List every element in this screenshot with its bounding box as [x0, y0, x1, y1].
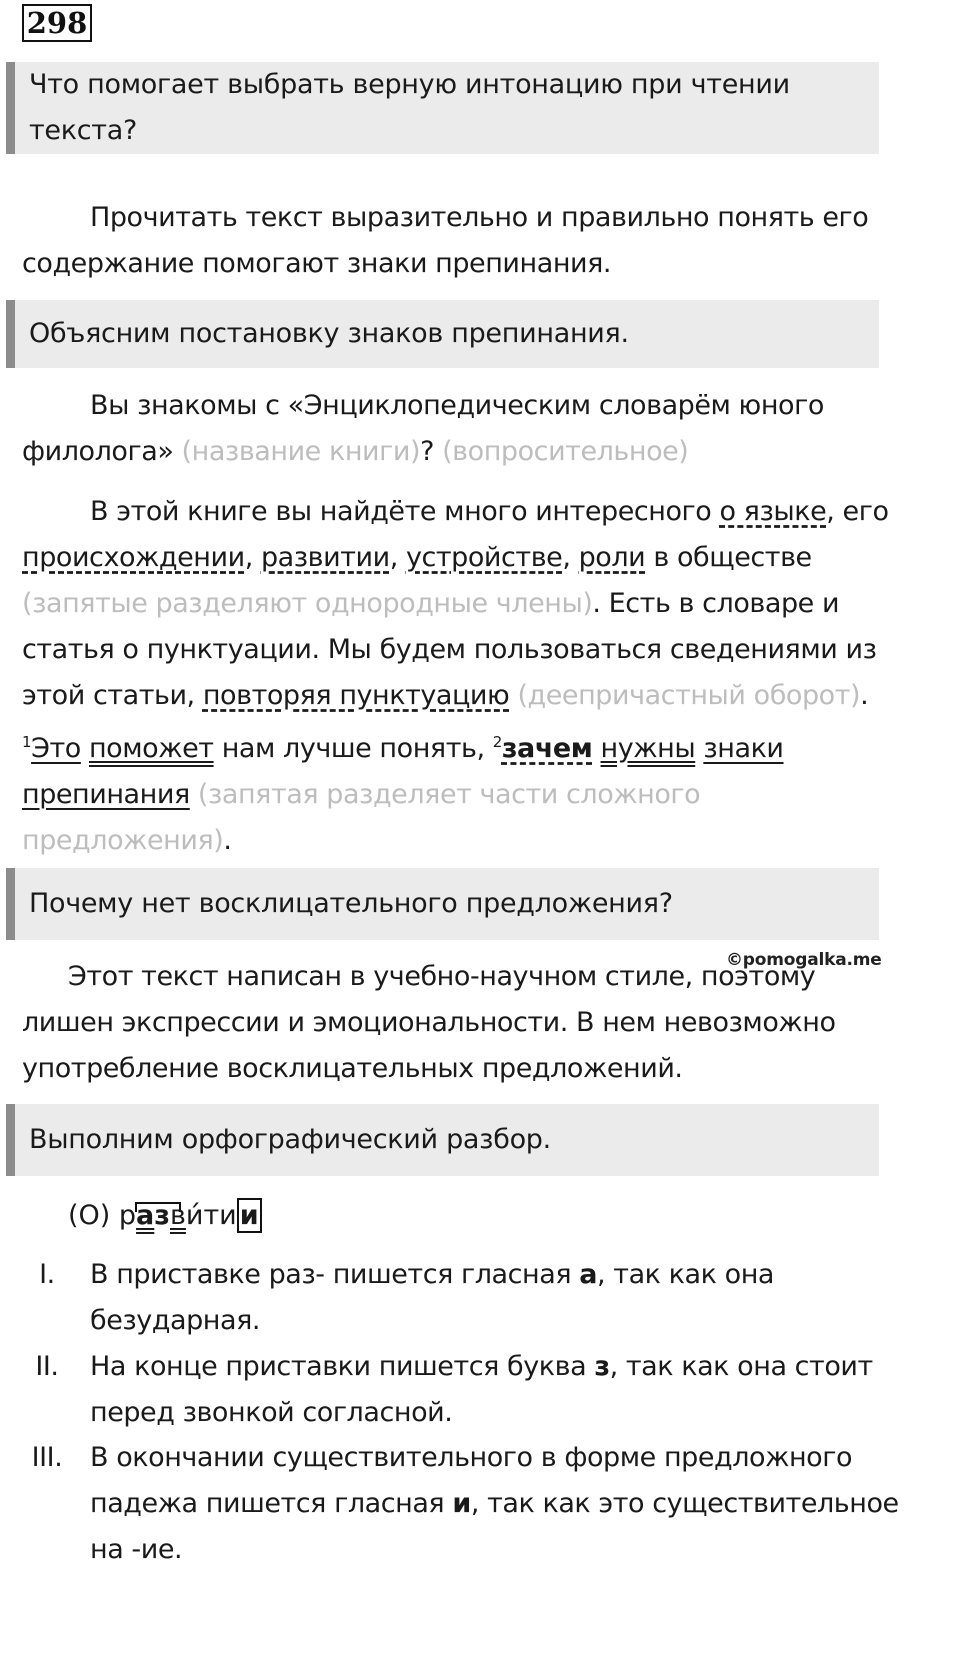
list-marker: III.: [31, 1442, 63, 1473]
subject-word: Это: [31, 733, 81, 764]
note-participle: (деепричастный оборот): [517, 680, 861, 711]
superscript-1: 1: [22, 733, 32, 751]
parse-vowel: а: [136, 1200, 155, 1231]
text-fragment: , так как это существительное на -ие.: [90, 1488, 899, 1565]
text-fragment: , его: [826, 496, 889, 527]
note-homogeneous: (запятые разделяют однородные члены): [22, 588, 593, 619]
ending-box: и: [237, 1198, 262, 1233]
underlined-word: устройстве: [405, 542, 563, 573]
underlined-word: о языке: [719, 496, 827, 527]
text-fragment: .: [860, 680, 869, 711]
text-fragment: В приставке раз- пишется гласная: [90, 1259, 580, 1290]
list-text: [90, 1252, 930, 1344]
parse-consonant: з: [154, 1200, 170, 1231]
bold-letter: а: [579, 1259, 598, 1290]
parse-letter: р: [118, 1200, 137, 1231]
text-fragment: В этой книге вы найдёте много интересного: [90, 496, 720, 527]
list-text: [90, 1435, 930, 1573]
answer-intonation: Прочитать текст выразительно и правильно понять его содержание помогают знаки препинания.: [22, 202, 869, 279]
note-interrogative: (вопросительное): [442, 436, 689, 467]
text-fragment: нам лучше понять,: [213, 733, 493, 764]
question-spelling: Выполним орфографический разбор.: [6, 1104, 879, 1176]
underlined-word: развитии: [260, 542, 390, 573]
predicate-word: нужны: [600, 733, 696, 764]
answer-exclamation: Этот текст написан в учебно-научном стиле, поэтому лишен экспрессии и эмоциональности. В нем невозможно употребление восклицательных предложений.: [22, 961, 836, 1084]
text-fragment: На конце приставки пишется буква: [90, 1351, 595, 1382]
comma: ,: [562, 542, 579, 573]
superscript-2: 2: [492, 733, 502, 751]
watermark: ©pomogalka.me: [726, 950, 882, 970]
comma: ,: [244, 542, 261, 573]
list-marker: II.: [35, 1351, 59, 1382]
conjunction-word: зачем: [501, 733, 593, 764]
question-punctuation: Объясним постановку знаков препинания.: [6, 300, 879, 368]
bold-letter: з: [594, 1351, 610, 1382]
note-complex-sentence: (запятая разделяет части сложного предложения): [22, 779, 701, 856]
parse-label: (О): [68, 1200, 119, 1231]
underlined-word: повторяя пунктуацию: [202, 680, 510, 711]
list-text: [90, 1344, 930, 1436]
list-marker: I.: [39, 1259, 55, 1290]
question-intonation: Что помогает выбрать верную интонацию при чтении текста?: [6, 62, 879, 154]
sentence-1: [22, 383, 902, 475]
question-mark: ?: [420, 436, 434, 467]
parse-root: и́ти: [185, 1200, 237, 1231]
question-exclamation: Почему нет восклицательного предложения?: [6, 868, 879, 940]
comma: ,: [389, 542, 406, 573]
text-fragment: В окончании существительного в форме предложного падежа пишется гласная: [90, 1442, 853, 1519]
sentence-2: [22, 489, 902, 864]
parse-letter: в: [169, 1200, 186, 1231]
text-fragment: в обществе: [645, 542, 812, 573]
underlined-word: происхождении: [22, 542, 245, 573]
spelling-parse: [68, 1193, 262, 1239]
text-fragment: .: [223, 825, 232, 856]
text-fragment: , так как она безударная.: [90, 1259, 774, 1336]
sentence-1-text: Вы знакомы с «Энциклопедическим словарём юного филолога»: [22, 390, 824, 467]
subject-word: знаки препинания: [22, 733, 784, 810]
predicate-word: поможет: [88, 733, 214, 764]
underlined-word: роли: [578, 542, 646, 573]
note-book-title: (название книги): [181, 436, 421, 467]
text-fragment: . Есть в словаре и статья о пунктуации. Мы будем пользоваться сведениями из этой статьи,: [22, 588, 877, 711]
prefix-mark: [135, 1202, 181, 1212]
bold-letter: и: [452, 1488, 471, 1519]
text-fragment: , так как она стоит перед звонкой согласной.: [90, 1351, 873, 1428]
exercise-number: 298: [22, 4, 92, 42]
